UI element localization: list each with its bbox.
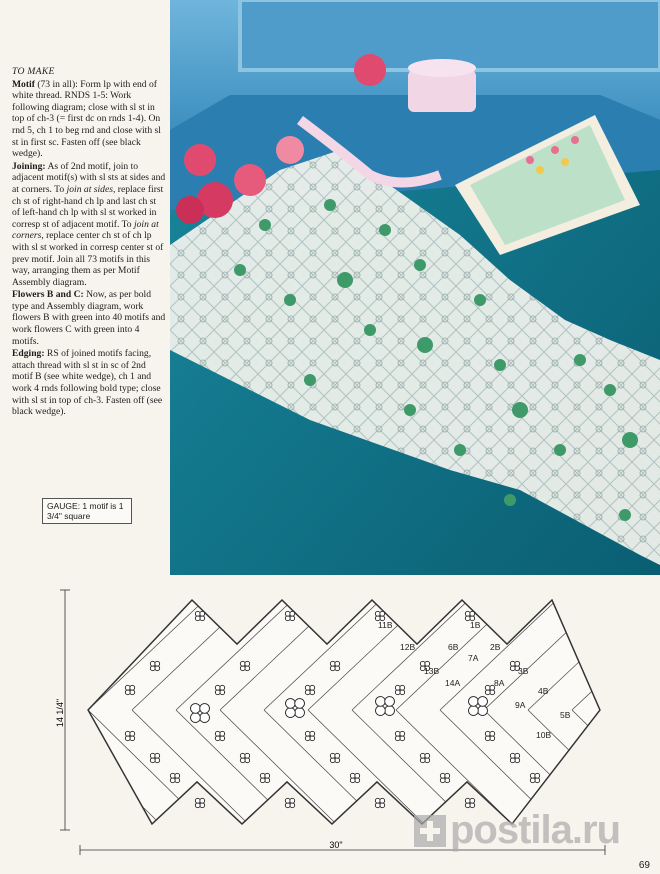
motif-label: 1B — [470, 620, 481, 630]
doily-photo — [170, 0, 660, 575]
watermark-logo-icon — [414, 815, 446, 847]
motif-label: 12B — [400, 642, 416, 652]
edging-paragraph: Edging: RS of joined motifs facing, attach thread with sl st in sc of 2nd motif B (see white wedge), ch 1 and work 4 rnds following bold type; close with sl st in top of ch-3. Fasten off (see black wedge). — [12, 348, 163, 418]
motif-label: 6B — [448, 642, 459, 652]
motif-paragraph: Motif (73 in all): Form lp with end of white thread. RNDS 1-5: Work following diagram; close with sl st in top of ch-3 (= first dc on rnds 1-4). On rnd 5, ch 1 to beg rnd and close with sl st in first sc. Fasten off (see black wedge). — [12, 78, 161, 160]
motif-label: 3B — [518, 666, 529, 676]
motif-label: 7A — [468, 653, 479, 663]
motif-label: 14A — [445, 678, 461, 688]
motif-label: 2B — [490, 642, 501, 652]
motif-label: 8A — [494, 678, 505, 688]
instructions-column — [12, 66, 166, 419]
motif-label: 5B — [560, 710, 571, 720]
motif-label: 4B — [538, 686, 549, 696]
motif-label: 11B — [378, 620, 393, 630]
runner-outline — [88, 600, 600, 824]
motif-label: 10B — [536, 730, 552, 740]
watermark: postila.ru — [414, 808, 620, 853]
to-make-heading: TO MAKE — [12, 66, 55, 77]
gauge-box: GAUGE: 1 motif is 1 3/4" square — [42, 498, 132, 524]
motif-flower-icon — [285, 798, 294, 807]
motif-label: 13B — [424, 666, 440, 676]
joining-paragraph: Joining: As of 2nd motif, join to adjacent motif(s) with sl sts at sides and at corners. To join at sides, replace first ch st of right-hand ch lp and last ch st of left-hand ch lp with sl st worked in corresp st of adjacent motif. To join at corners, replace center ch st of ch lp with sl st worked in corresp center st of prev motif. Join all 73 motifs in this way, arranging them as per Motif Assembly diagram. — [12, 160, 166, 288]
motif-flower-icon — [465, 798, 474, 807]
motif-flower-icon — [375, 798, 384, 807]
height-label: 14 1/4" — [55, 698, 65, 728]
page-number: 69 — [638, 860, 650, 871]
motif-flower-icon — [195, 798, 204, 807]
width-label: 30" — [329, 840, 343, 850]
photo-illustration — [170, 0, 660, 575]
motif-label: 9A — [515, 700, 526, 710]
flowers-paragraph: Flowers B and C: Now, as per bold type and Assembly diagram, work flowers B with green into 40 motifs and work flowers C with green into 4 motifs. — [12, 289, 166, 347]
